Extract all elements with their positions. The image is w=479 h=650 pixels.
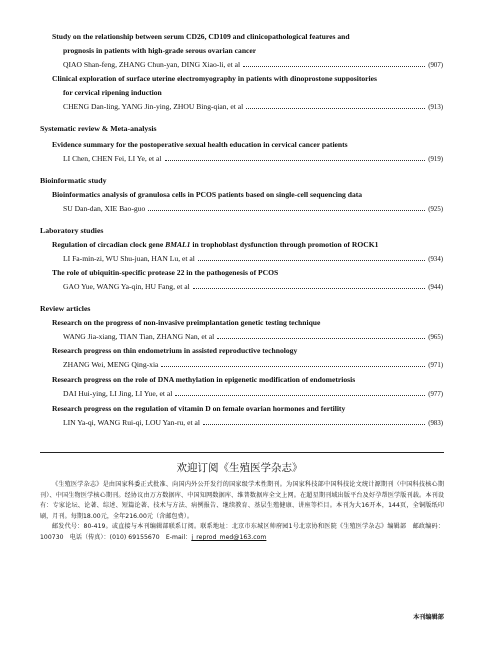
subscription-notice [40,480,444,544]
article-authors: QIAO Shan-feng, ZHANG Chun-yan, DING Xiao-li, et al [63,60,241,69]
page-number: (919) [428,156,443,163]
page-number: (925) [428,206,443,213]
section-heading: Review articles [40,304,91,313]
author-row [63,389,443,399]
article-authors: LI Chen, CHEN Fei, LI Ye, et al [63,154,162,163]
page-number: (913) [428,104,443,111]
notice-paragraph: 《生殖医学杂志》是由国家科委正式批准、向国内外公开发行的国家级学术性期刊。为国家科技部中国科技论文统计源期刊（中国科技核心期刊）、中国生物医学核心期刊。经协议由万方数据库、中国知网数据库、维普数据库全文上网。在超星期刊域出版平台及好孕帮医学版刊载。本刊设有：专家论坛、论著、综述、短篇论著、技术与方法、病例报告、继续教育、基层生殖健康、讲座等栏目。本刊为大16开本，144页，全铜版纸印刷，月刊。每期18.00元，全年216.00元（含邮包费）。 [40,481,444,520]
dot-leader [198,254,425,261]
article-title [52,240,378,250]
email-link[interactable]: j_reprod_med@163.com [191,533,267,541]
article-authors: SU Dan-dan, XIE Bao-guo [63,204,146,213]
page-number: (944) [428,284,443,291]
author-row [63,154,443,164]
dot-leader [246,102,425,109]
contact-paragraph [40,522,444,543]
article-title: Bioinformatics analysis of granulosa cells in PCOS patients based on single-cell sequencing data [52,190,363,199]
section-heading: Laboratory studies [40,226,104,235]
article-title-cont: for cervical ripening induction [63,88,162,97]
contact-text: 邮发代号：80-419。或直接与本刊编辑部联系订阅。联系地址：北京市东城区帅府园1号北京协和医院《生殖医学杂志》编辑部 邮政编码：100730 电话（传真）：(010) 69155670 E-mail： [40,523,444,541]
article-authors: WANG Jia-xiang, TIAN Tian, ZHANG Nan, et al [63,332,215,341]
article-title: Research progress on thin endometrium in assisted reproductive technology [52,346,298,355]
article-authors: ZHANG Wei, MENG Qing-xia [63,360,159,369]
article-title: Research progress on the role of DNA methylation in epigenetic modification of endometriosis [52,375,356,384]
article-title: Study on the relationship between serum CD26, CD109 and clinicopathological features and [52,32,350,41]
dot-leader [165,154,426,161]
article-title: Clinical exploration of surface uterine electromyography in patients with dinoprostone suppositories [52,74,377,83]
author-row [63,332,443,342]
page-number: (907) [428,62,443,69]
editorial-department: 本刊编辑部 [413,614,444,621]
author-row [63,204,443,214]
dot-leader [148,204,425,211]
article-title-cont: prognosis in patients with high-grade serous ovarian cancer [63,46,257,55]
page-number: (983) [428,420,443,427]
gene-name: BMAL1 [165,240,191,249]
article-authors: LIN Ya-qi, WANG Rui-qi, LOU Yan-ru, et al [63,418,200,427]
author-row [63,254,443,264]
section-heading: Bioinformatic study [40,176,107,185]
dot-leader [175,389,425,396]
dot-leader [203,418,425,425]
author-row [63,282,443,292]
title-part: Regulation of circadian clock gene [52,240,166,249]
page-number: (971) [428,362,443,369]
author-row [63,60,443,70]
author-row [63,418,443,428]
article-title: Research on the progress of non-invasive preimplantation genetic testing technique [52,318,321,327]
section-heading: Systematic review & Meta-analysis [40,124,157,133]
article-title: The role of ubiquitin-specific protease 22 in the pathogenesis of PCOS [52,268,279,277]
article-authors: GAO Yue, WANG Ya-qin, HU Fang, et al [63,282,190,291]
article-authors: CHENG Dan-ling, YANG Jin-ying, ZHOU Bing-qian, et al [63,102,244,111]
author-row [63,102,443,112]
article-authors: LI Fa-min-zi, WU Shu-juan, HAN Lu, et al [63,254,195,263]
subscription-title: 欢迎订阅《生殖医学杂志》 [176,462,303,474]
article-title: Research progress on the regulation of vitamin D on female ovarian hormones and fertility [52,404,346,413]
article-title: Evidence summary for the postoperative sexual health education in cervical cancer patients [52,140,348,149]
page-number: (965) [428,334,443,341]
dot-leader [243,60,425,67]
page-number: (977) [428,391,443,398]
title-part: in trophoblast dysfunction through promotion of ROCK1 [190,240,379,249]
dot-leader [193,282,426,289]
page-number: (934) [428,256,443,263]
dot-leader [217,332,425,339]
section-divider [40,452,444,453]
author-row [63,360,443,370]
dot-leader [161,360,425,367]
article-authors: DAI Hui-ying, LI Jing, LI Yue, et al [63,389,173,398]
